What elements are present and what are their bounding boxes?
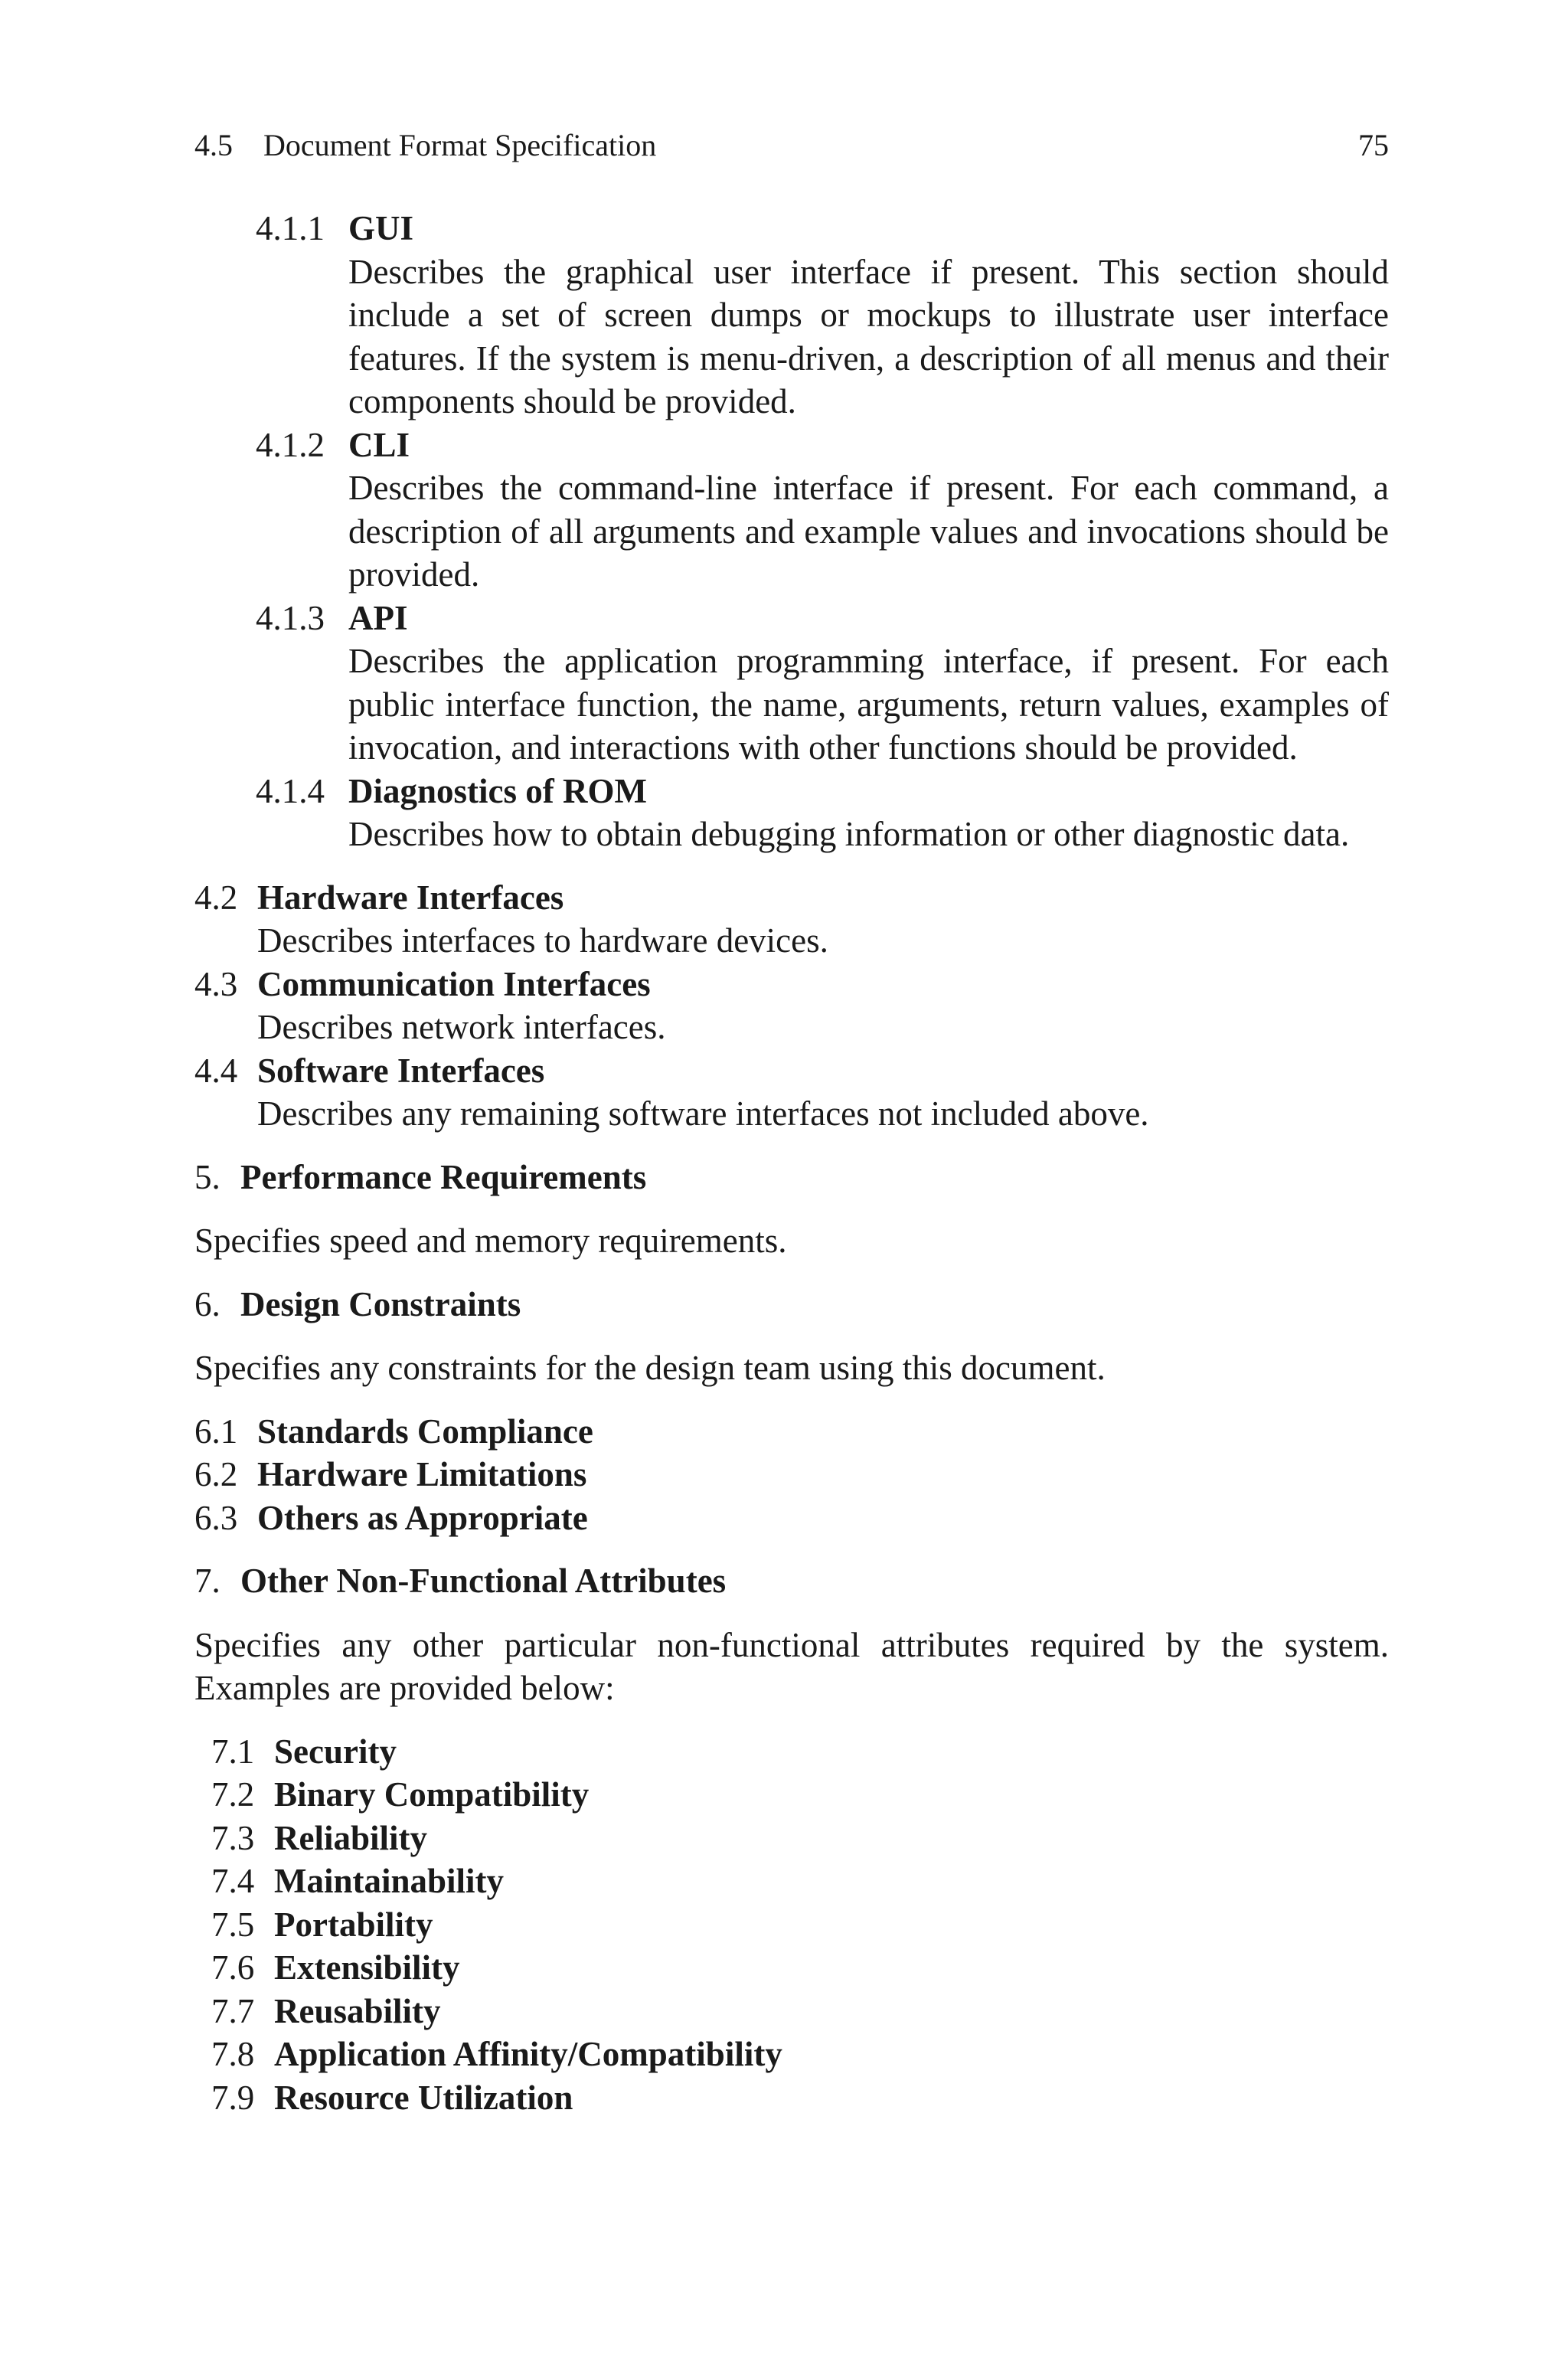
list-item xyxy=(211,1903,1389,1947)
list-item xyxy=(211,2033,1389,2076)
item-number: 7.6 xyxy=(211,1948,255,1987)
item-number: 7.3 xyxy=(211,1818,255,1857)
running-title xyxy=(194,123,656,168)
section-description: Specifies speed and memory requirements. xyxy=(194,1222,787,1260)
item-title: Extensibility xyxy=(274,1948,460,1987)
item-title: Resource Utilization xyxy=(274,2078,573,2117)
section-title: Communication Interfaces xyxy=(257,964,651,1003)
subsection-title: Diagnostics of ROM xyxy=(348,771,647,810)
section-number: 5. xyxy=(194,1157,220,1196)
item-number: 7.4 xyxy=(211,1862,255,1900)
list-item xyxy=(211,1860,1389,1903)
item-title: Standards Compliance xyxy=(257,1411,593,1451)
subsection-api xyxy=(256,597,1389,770)
subsection-title: GUI xyxy=(348,209,414,247)
item-title: Maintainability xyxy=(274,1862,505,1900)
subsection-diagnostics xyxy=(256,770,1389,856)
subsection-number: 4.1.4 xyxy=(256,771,325,810)
page-number: 75 xyxy=(1358,128,1389,162)
running-section-number: 4.5 xyxy=(194,128,233,162)
section-communication-interfaces xyxy=(194,963,1389,1049)
running-header xyxy=(194,123,1389,168)
item-title: Portability xyxy=(274,1905,433,1944)
running-section-title: Document Format Specification xyxy=(263,128,657,162)
subsection-description: Describes the graphical user interface if present. This section should include a set of screen dumps or mockups to illustrate user interface features. If the system is menu-driven, a description of all menus and their components should be provided. xyxy=(348,252,1389,420)
subsection-gui xyxy=(256,207,1389,424)
section-number: 4.2 xyxy=(194,878,238,917)
subsection-cli xyxy=(256,424,1389,597)
item-title: Hardware Limitations xyxy=(257,1455,587,1493)
subsection-description: Describes the command-line interface if present. For each command, a description of all arguments and example values and invocations should be provided. xyxy=(348,469,1389,594)
item-number: 7.9 xyxy=(211,2078,255,2117)
section-description: Describes network interfaces. xyxy=(257,1008,666,1046)
item-number: 6.2 xyxy=(194,1455,238,1493)
section-design-constraints xyxy=(194,1283,1389,1390)
subsection-description: Describes the application programming interface, if present. For each public interface function, the name, arguments, return values, examples of invocation, and interactions with other functions should be provided. xyxy=(348,642,1389,767)
section-performance-requirements xyxy=(194,1156,1389,1263)
item-title: Application Affinity/Compatibility xyxy=(274,2035,782,2073)
section-number: 4.4 xyxy=(194,1051,238,1090)
item-title: Reliability xyxy=(274,1818,427,1857)
item-title: Binary Compatibility xyxy=(274,1775,590,1814)
item-title: Security xyxy=(274,1732,397,1771)
section-title: Design Constraints xyxy=(240,1284,521,1323)
section-description: Describes interfaces to hardware devices. xyxy=(257,921,828,960)
item-number: 6.3 xyxy=(194,1498,238,1537)
subsection-description: Describes how to obtain debugging information or other diagnostic data. xyxy=(348,815,1350,853)
item-number: 7.8 xyxy=(211,2035,255,2073)
section-title: Performance Requirements xyxy=(240,1157,647,1196)
list-item xyxy=(194,1410,1389,1454)
item-number: 7.1 xyxy=(211,1732,255,1771)
list-item xyxy=(211,2076,1389,2120)
list-item xyxy=(211,1990,1389,2033)
item-title: Reusability xyxy=(274,1991,441,2030)
list-item xyxy=(211,1773,1389,1817)
subsection-number: 4.1.1 xyxy=(256,209,325,247)
list-item xyxy=(211,1730,1389,1774)
item-number: 7.5 xyxy=(211,1905,255,1944)
section-title: Hardware Interfaces xyxy=(257,878,564,917)
section-number: 4.3 xyxy=(194,964,238,1003)
list-item xyxy=(211,1817,1389,1860)
section-number: 7. xyxy=(194,1562,220,1600)
list-item xyxy=(194,1453,1389,1496)
subsection-title: CLI xyxy=(348,425,410,464)
item-number: 7.7 xyxy=(211,1991,255,2030)
section-description: Describes any remaining software interfaces not included above. xyxy=(257,1094,1149,1133)
section-title: Other Non-Functional Attributes xyxy=(240,1562,727,1600)
subsection-title: API xyxy=(348,598,408,637)
section-title: Software Interfaces xyxy=(257,1051,545,1090)
list-item xyxy=(194,1496,1389,1540)
section-hardware-interfaces xyxy=(194,876,1389,963)
section-description: Specifies any constraints for the design team using this document. xyxy=(194,1349,1106,1387)
section-description: Specifies any other particular non-functional attributes required by the system. Examples are provided below: xyxy=(194,1625,1389,1707)
page-body xyxy=(194,207,1389,2119)
section-number: 6. xyxy=(194,1284,220,1323)
item-number: 6.1 xyxy=(194,1411,238,1451)
section-software-interfaces xyxy=(194,1049,1389,1136)
subsection-number: 4.1.2 xyxy=(256,425,325,464)
list-item xyxy=(211,1946,1389,1990)
item-title: Others as Appropriate xyxy=(257,1498,588,1537)
section-other-non-functional-attributes xyxy=(194,1559,1389,1710)
item-number: 7.2 xyxy=(211,1775,255,1814)
subsection-number: 4.1.3 xyxy=(256,598,325,637)
